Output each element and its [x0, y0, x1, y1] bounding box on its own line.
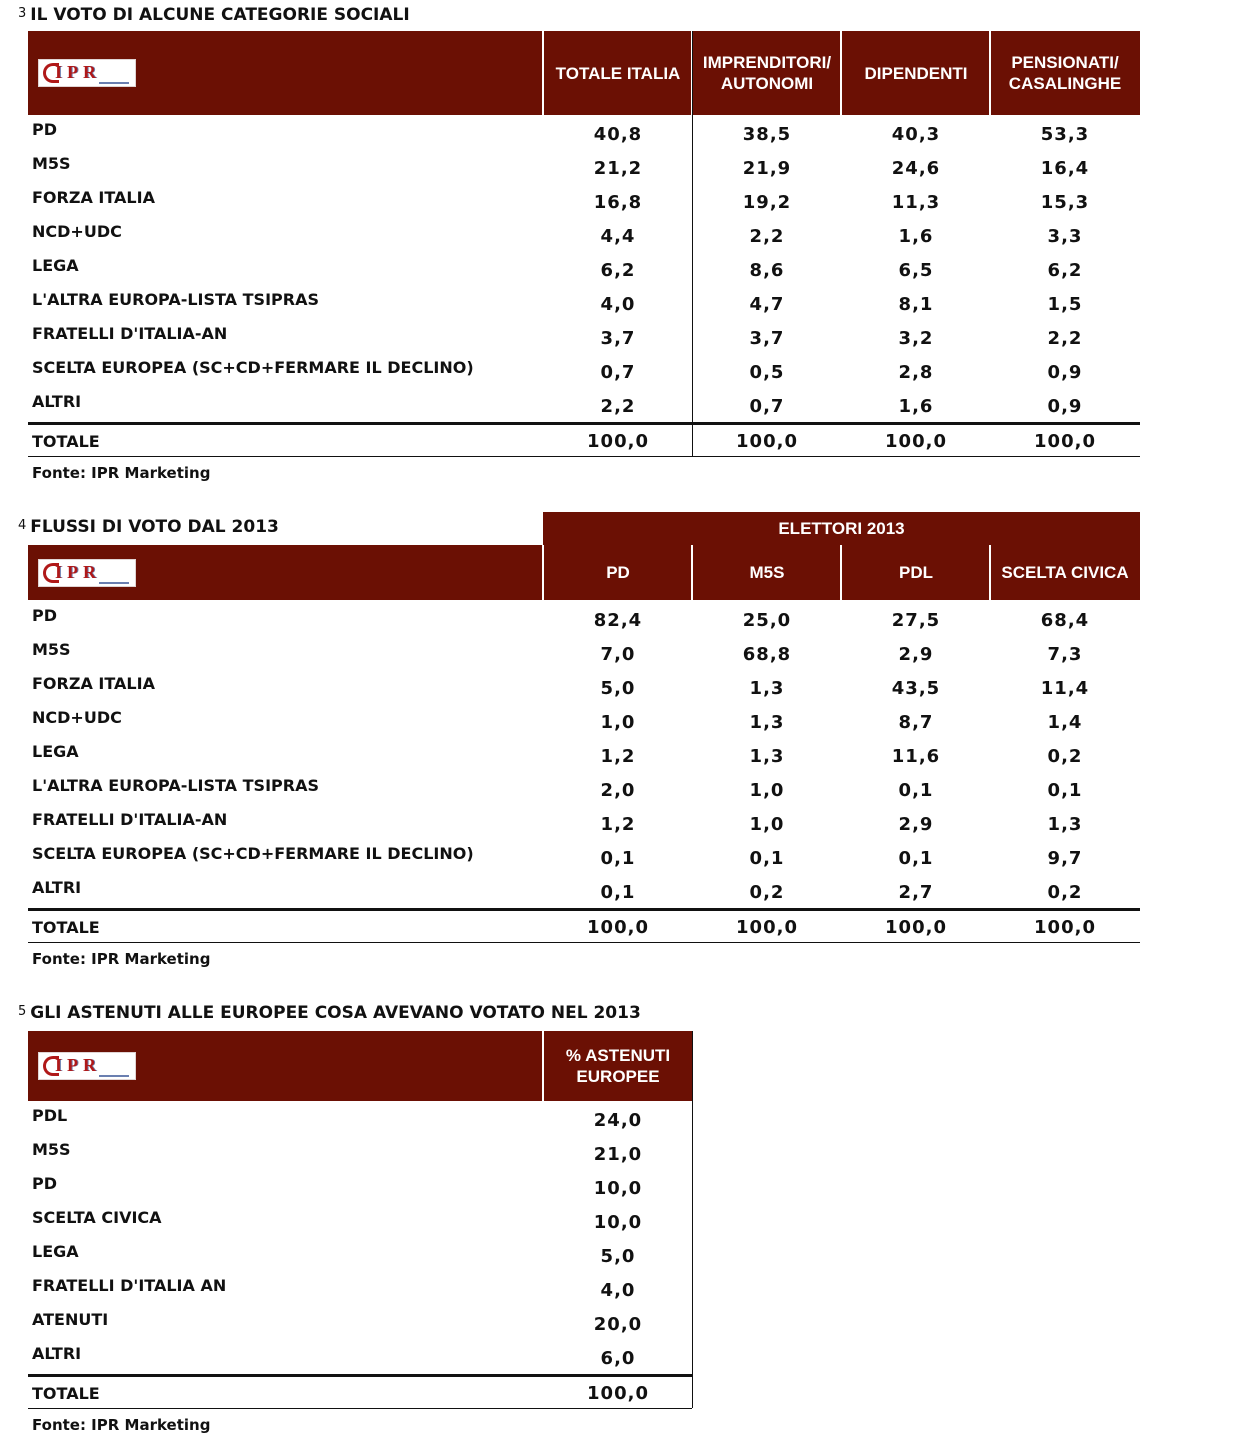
cell-value: 43,5: [891, 678, 941, 699]
cell-value: 21,2: [593, 158, 643, 179]
total-value: 100,0: [736, 917, 798, 938]
cell-value: 6,0: [600, 1348, 636, 1369]
cell-value: 2,2: [1047, 328, 1083, 349]
total-row: [28, 426, 1140, 456]
cell-value: 4,4: [600, 226, 636, 247]
table-number: 3: [18, 6, 27, 21]
cell-value: 5,0: [600, 678, 636, 699]
column-header: TOTALE ITALIA: [555, 63, 681, 83]
cell-value: 11,6: [891, 746, 941, 767]
total-row: [28, 1378, 692, 1408]
cell-value: 3,7: [749, 328, 785, 349]
cell-value: 0,1: [1047, 780, 1083, 801]
table-row: [28, 117, 1140, 151]
cell-value: 11,3: [891, 192, 941, 213]
cell-value: 1,3: [749, 712, 785, 733]
row-label: L'ALTRA EUROPA-LISTA TSIPRAS: [32, 290, 319, 309]
row-label: SCELTA EUROPEA (SC+CD+FERMARE IL DECLINO): [32, 844, 474, 863]
cell-value: 16,4: [1040, 158, 1090, 179]
cell-value: 24,6: [891, 158, 941, 179]
table-title-text: FLUSSI DI VOTO DAL 2013: [30, 517, 279, 537]
column-header: DIPENDENTI: [864, 63, 968, 83]
cell-value: 0,1: [898, 780, 934, 801]
table-row: [28, 739, 1140, 773]
table-row: [28, 875, 1140, 907]
cell-value: 38,5: [742, 124, 792, 145]
cell-value: 1,6: [898, 396, 934, 417]
cell-value: 8,6: [749, 260, 785, 281]
row-label: ALTRI: [32, 878, 82, 897]
table-row: [28, 1103, 692, 1137]
table-row: [28, 1205, 692, 1239]
cell-value: 1,3: [749, 678, 785, 699]
cell-value: 1,5: [1047, 294, 1083, 315]
table-bottom-rule: [28, 942, 1140, 943]
cell-value: 20,0: [593, 1314, 643, 1335]
total-label: TOTALE: [32, 1384, 100, 1403]
row-label: FRATELLI D'ITALIA-AN: [32, 810, 228, 829]
cell-value: 68,4: [1040, 610, 1090, 631]
cell-value: 0,9: [1047, 362, 1083, 383]
cell-value: 15,3: [1040, 192, 1090, 213]
table-row: [28, 321, 1140, 355]
table-row: [28, 807, 1140, 841]
table-bottom-rule: [28, 456, 1140, 457]
table-row: [28, 603, 1140, 637]
cell-value: 8,1: [898, 294, 934, 315]
table-row: [28, 671, 1140, 705]
cell-value: 9,7: [1047, 848, 1083, 869]
cell-value: 0,2: [1047, 746, 1083, 767]
row-label: FORZA ITALIA: [32, 674, 155, 693]
table-row: [28, 1171, 692, 1205]
column-rule: [692, 31, 693, 456]
row-label: PD: [32, 120, 58, 139]
row-label: PD: [32, 606, 58, 625]
header-band: [28, 1031, 692, 1101]
table-row: [28, 1239, 692, 1273]
table-row: [28, 219, 1140, 253]
row-label: M5S: [32, 154, 71, 173]
table-row: [28, 389, 1140, 421]
total-value: 100,0: [885, 917, 947, 938]
cell-value: 0,7: [600, 362, 636, 383]
total-divider: [28, 1374, 692, 1377]
row-label: ALTRI: [32, 392, 82, 411]
cell-value: 7,3: [1047, 644, 1083, 665]
table-row: [28, 1341, 692, 1373]
logo-underline: [99, 582, 129, 584]
total-value: 100,0: [1034, 431, 1096, 452]
table-row: [28, 841, 1140, 875]
cell-value: 4,0: [600, 294, 636, 315]
column-header: PENSIONATI/ CASALINGHE: [1008, 53, 1122, 93]
table-title: [18, 5, 410, 25]
source-note: Fonte: IPR Marketing: [32, 950, 211, 968]
cell-value: 10,0: [593, 1178, 643, 1199]
table-row: [28, 773, 1140, 807]
total-divider: [28, 422, 1140, 425]
logo-text: IPR: [55, 1055, 101, 1075]
cell-value: 1,6: [898, 226, 934, 247]
ipr-logo: [38, 59, 136, 87]
row-label: NCD+UDC: [32, 708, 122, 727]
source-note: Fonte: IPR Marketing: [32, 1416, 211, 1434]
column-header: PD: [606, 563, 630, 582]
ipr-logo: [38, 1052, 136, 1080]
cell-value: 0,1: [749, 848, 785, 869]
row-label: PD: [32, 1174, 58, 1193]
table-title-text: IL VOTO DI ALCUNE CATEGORIE SOCIALI: [30, 5, 410, 25]
row-label: NCD+UDC: [32, 222, 122, 241]
total-row: [28, 912, 1140, 942]
cell-value: 0,5: [749, 362, 785, 383]
table-row: [28, 1137, 692, 1171]
row-label: L'ALTRA EUROPA-LISTA TSIPRAS: [32, 776, 319, 795]
cell-value: 1,0: [749, 780, 785, 801]
total-value: 100,0: [1034, 917, 1096, 938]
cell-value: 3,7: [600, 328, 636, 349]
cell-value: 2,2: [749, 226, 785, 247]
cell-value: 1,3: [749, 746, 785, 767]
logo-underline: [99, 1075, 129, 1077]
total-value: 100,0: [587, 917, 649, 938]
table-number: 5: [18, 1004, 27, 1019]
cell-value: 4,7: [749, 294, 785, 315]
cell-value: 3,3: [1047, 226, 1083, 247]
table-row: [28, 151, 1140, 185]
row-label: ATENUTI: [32, 1310, 109, 1329]
table-row: [28, 355, 1140, 389]
cell-value: 82,4: [593, 610, 643, 631]
cell-value: 2,2: [600, 396, 636, 417]
cell-value: 25,0: [742, 610, 792, 631]
row-label: SCELTA EUROPEA (SC+CD+FERMARE IL DECLINO): [32, 358, 474, 377]
cell-value: 40,8: [593, 124, 643, 145]
cell-value: 5,0: [600, 1246, 636, 1267]
logo-text: IPR: [55, 62, 101, 82]
cell-value: 11,4: [1040, 678, 1090, 699]
total-value: 100,0: [587, 1383, 649, 1404]
cell-value: 0,1: [600, 848, 636, 869]
logo-text: IPR: [55, 562, 101, 582]
cell-value: 2,9: [898, 814, 934, 835]
logo-underline: [99, 82, 129, 84]
column-header: SCELTA CIVICA: [1001, 563, 1129, 582]
cell-value: 16,8: [593, 192, 643, 213]
cell-value: 21,0: [593, 1144, 643, 1165]
cell-value: 4,0: [600, 1280, 636, 1301]
cell-value: 0,2: [1047, 882, 1083, 903]
row-label: FRATELLI D'ITALIA AN: [32, 1276, 227, 1295]
cell-value: 0,1: [898, 848, 934, 869]
cell-value: 8,7: [898, 712, 934, 733]
cell-value: 21,9: [742, 158, 792, 179]
row-label: FRATELLI D'ITALIA-AN: [32, 324, 228, 343]
cell-value: 27,5: [891, 610, 941, 631]
cell-value: 1,0: [749, 814, 785, 835]
table-number: 4: [18, 518, 27, 533]
table-row: [28, 185, 1140, 219]
cell-value: 68,8: [742, 644, 792, 665]
table-bottom-rule: [28, 1408, 692, 1409]
cell-value: 40,3: [891, 124, 941, 145]
ipr-logo: [38, 559, 136, 587]
table-title-text: GLI ASTENUTI ALLE EUROPEE COSA AVEVANO VOTATO NEL 2013: [30, 1003, 641, 1023]
cell-value: 1,3: [1047, 814, 1083, 835]
total-value: 100,0: [885, 431, 947, 452]
source-note: Fonte: IPR Marketing: [32, 464, 211, 482]
cell-value: 1,2: [600, 814, 636, 835]
table-row: [28, 287, 1140, 321]
column-rule: [692, 1031, 693, 1408]
total-divider: [28, 908, 1140, 911]
header-band: [28, 545, 1140, 600]
cell-value: 2,7: [898, 882, 934, 903]
row-label: M5S: [32, 640, 71, 659]
table-row: [28, 637, 1140, 671]
row-label: LEGA: [32, 256, 79, 275]
header-band: [28, 31, 1140, 115]
cell-value: 3,2: [898, 328, 934, 349]
cell-value: 6,2: [1047, 260, 1083, 281]
cell-value: 1,0: [600, 712, 636, 733]
row-label: LEGA: [32, 742, 79, 761]
table-row: [28, 705, 1140, 739]
cell-value: 0,7: [749, 396, 785, 417]
cell-value: 24,0: [593, 1110, 643, 1131]
column-header: % ASTENUTI EUROPEE: [565, 1046, 671, 1086]
total-value: 100,0: [587, 431, 649, 452]
cell-value: 1,4: [1047, 712, 1083, 733]
cell-value: 0,9: [1047, 396, 1083, 417]
total-label: TOTALE: [32, 432, 100, 451]
row-label: FORZA ITALIA: [32, 188, 155, 207]
column-header: IMPRENDITORI/ AUTONOMI: [702, 53, 832, 93]
total-value: 100,0: [736, 431, 798, 452]
column-header: M5S: [749, 563, 785, 582]
cell-value: 53,3: [1040, 124, 1090, 145]
table-row: [28, 1273, 692, 1307]
cell-value: 2,8: [898, 362, 934, 383]
cell-value: 0,1: [600, 882, 636, 903]
table-row: [28, 253, 1140, 287]
cell-value: 2,9: [898, 644, 934, 665]
table-title: [18, 517, 279, 537]
cell-value: 6,5: [898, 260, 934, 281]
cell-value: 7,0: [600, 644, 636, 665]
cell-value: 6,2: [600, 260, 636, 281]
row-label: ALTRI: [32, 1344, 82, 1363]
super-header: [543, 512, 1140, 545]
row-label: LEGA: [32, 1242, 79, 1261]
row-label: PDL: [32, 1106, 68, 1125]
table-row: [28, 1307, 692, 1341]
cell-value: 10,0: [593, 1212, 643, 1233]
row-label: SCELTA CIVICA: [32, 1208, 162, 1227]
super-header-label: ELETTORI 2013: [778, 519, 905, 538]
table-title: [18, 1003, 641, 1023]
cell-value: 1,2: [600, 746, 636, 767]
row-label: M5S: [32, 1140, 71, 1159]
column-header: PDL: [899, 563, 933, 582]
cell-value: 0,2: [749, 882, 785, 903]
total-label: TOTALE: [32, 918, 100, 937]
cell-value: 19,2: [742, 192, 792, 213]
cell-value: 2,0: [600, 780, 636, 801]
